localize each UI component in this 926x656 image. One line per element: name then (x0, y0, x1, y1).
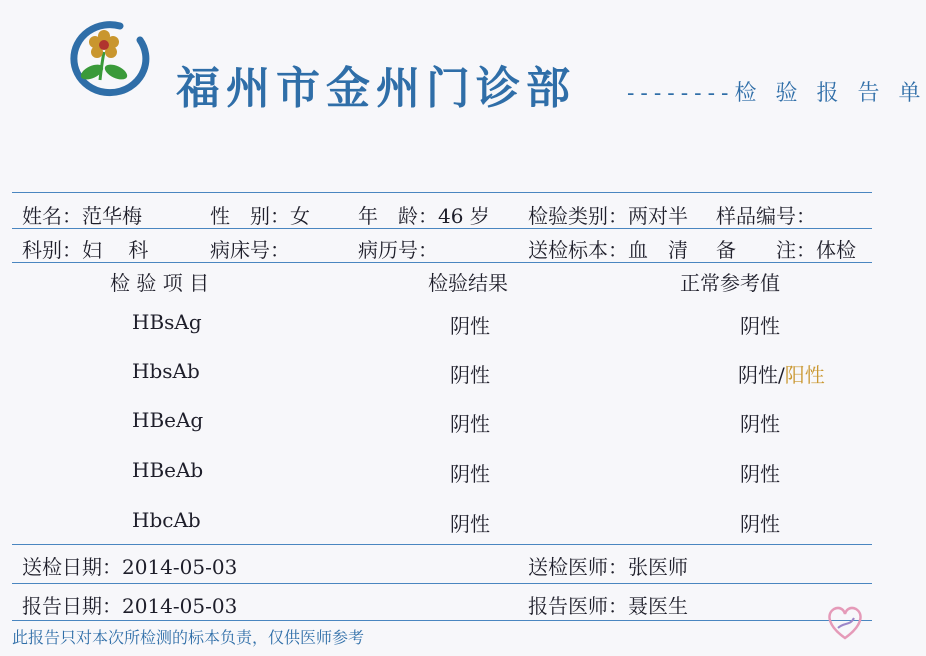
header-test-item: 检 验 项 目 (110, 271, 210, 295)
submit-date-value: 2014-05-03 (122, 555, 238, 579)
report-doctor-label: 报告医师： (528, 594, 628, 618)
patient-age-value: 46 岁 (438, 204, 490, 228)
patient-name-field (22, 200, 142, 229)
dept-label: 科别： (22, 238, 82, 262)
patient-age-field (358, 200, 490, 229)
reference-negative: 阴性/ (738, 363, 785, 387)
reference-value: 阴性 (740, 512, 780, 536)
specimen-label: 送检标本： (528, 238, 628, 262)
test-item-name: HBeAg (132, 408, 204, 432)
patient-age-label: 年 龄： (358, 204, 438, 228)
sample-no-label: 样品编号： (716, 204, 816, 228)
record-no-label: 病历号： (358, 238, 438, 262)
divider-bottom (12, 620, 872, 621)
patient-sex-value: 女 (290, 204, 310, 228)
disclaimer-note: 此报告只对本次所检测的标本负责，仅供医师参考 (12, 628, 365, 647)
reference-value: 阴性 (740, 412, 780, 436)
test-type-label: 检验类别： (528, 204, 628, 228)
submit-date-field (22, 551, 237, 580)
test-result: 阴性 (450, 512, 490, 536)
test-type-field (528, 200, 688, 229)
bed-no-label: 病床号： (210, 238, 290, 262)
header-reference: 正常参考值 (680, 271, 780, 295)
patient-sex-label: 性 别： (210, 204, 290, 228)
patient-sex-field (210, 200, 310, 229)
reference-positive: 阳性 (784, 363, 825, 387)
submit-doctor-value: 张医师 (628, 555, 688, 579)
record-no-field (358, 234, 438, 263)
report-date-field (22, 590, 237, 619)
dept-value: 妇 科 (82, 238, 149, 262)
submit-doctor-label: 送检医师： (528, 555, 628, 579)
heart-stamp-icon (820, 600, 870, 644)
report-doctor-value: 聂医生 (628, 594, 688, 618)
divider (12, 583, 872, 584)
reference-value: 阴性 (740, 462, 780, 486)
test-result: 阴性 (450, 314, 490, 338)
remark-field (716, 234, 856, 263)
clinic-name: 福州市金州门诊部 (176, 63, 576, 114)
test-result: 阴性 (450, 462, 490, 486)
header-result: 检验结果 (428, 271, 508, 295)
test-result: 阴性 (450, 363, 490, 387)
reference-value: 阴性 (740, 314, 780, 338)
bed-no-field (210, 234, 290, 263)
specimen-value: 血 清 (628, 238, 688, 262)
specimen-field (528, 234, 688, 263)
report-date-label: 报告日期： (22, 594, 122, 618)
patient-name-label: 姓名： (22, 204, 82, 228)
submit-doctor-field (528, 551, 688, 580)
test-item-name: HBeAb (132, 458, 204, 482)
clinic-logo-icon (60, 22, 154, 100)
divider-top (12, 192, 872, 193)
divider (12, 544, 872, 545)
submit-date-label: 送检日期： (22, 555, 122, 579)
report-type-title: --------检 验 报 告 单 (627, 81, 926, 106)
test-type-value: 两对半 (628, 204, 688, 228)
dept-field (22, 234, 148, 263)
report-doctor-field (528, 590, 688, 619)
remark-value: 体检 (816, 238, 856, 262)
remark-label: 备 注： (716, 238, 816, 262)
test-item-name: HBsAg (132, 310, 202, 334)
sample-no-field (716, 200, 816, 229)
test-item-name: HbcAb (132, 508, 201, 532)
test-item-name: HbsAb (132, 359, 200, 383)
patient-name-value: 范华梅 (82, 204, 142, 228)
report-date-value: 2014-05-03 (122, 594, 238, 618)
reference-value (738, 359, 825, 388)
test-result: 阴性 (450, 412, 490, 436)
